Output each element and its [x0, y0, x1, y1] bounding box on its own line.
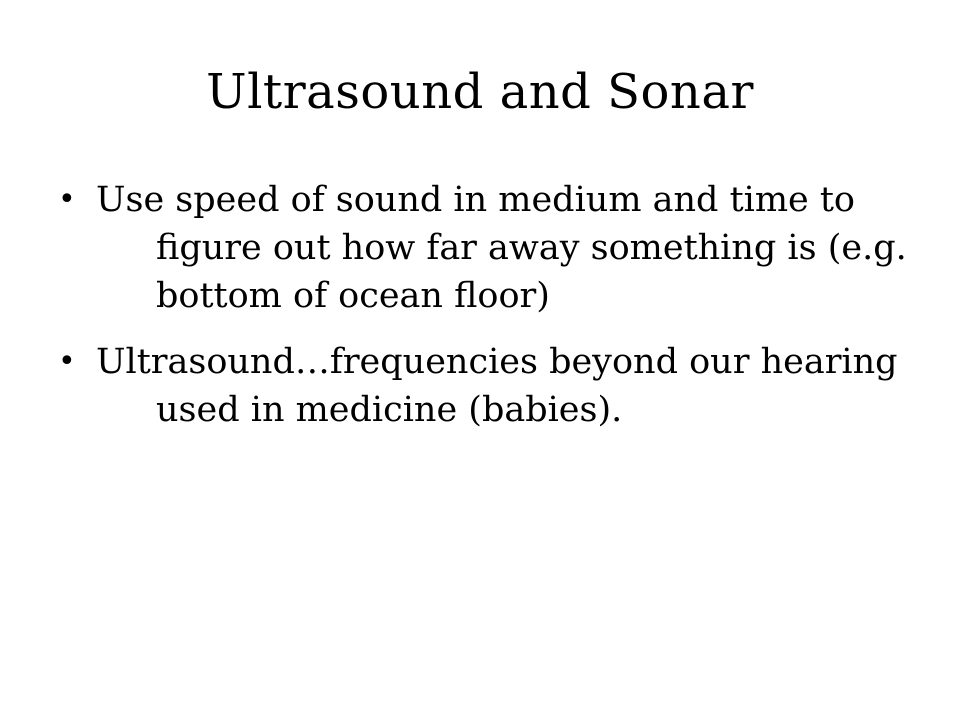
bullet-list — [58, 176, 918, 452]
bullet-text: Use speed of sound in medium and time to figure out how far away something is (e.g. bottom of ocean floor) — [96, 180, 907, 316]
bullet-text: Ultrasound…frequencies beyond our hearing used in medicine (babies). — [96, 342, 898, 430]
slide-title: Ultrasound and Sonar — [206, 64, 754, 120]
bullet-item — [58, 338, 918, 434]
bullet-marker: • — [58, 182, 76, 217]
bullet-marker: • — [58, 344, 76, 379]
bullet-item — [58, 176, 918, 320]
